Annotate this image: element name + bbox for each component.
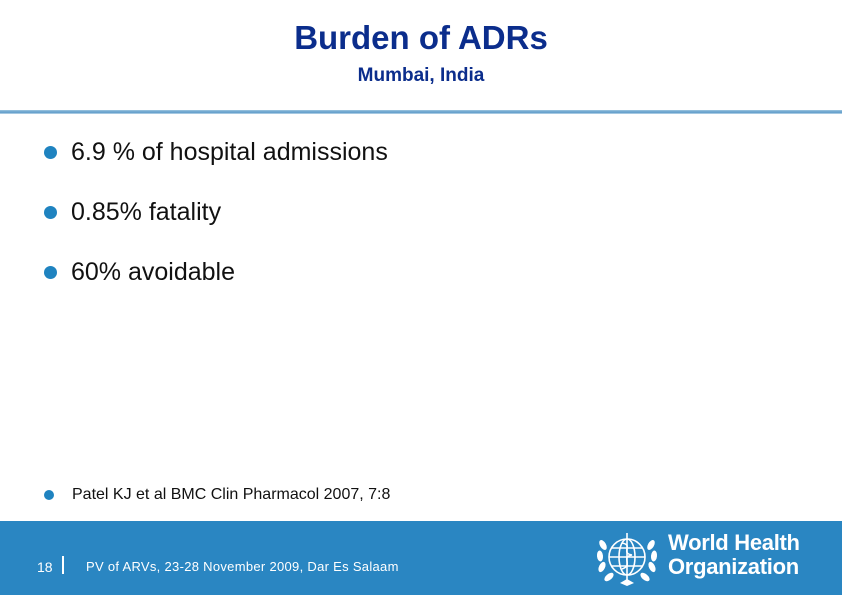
slide-number: 18 <box>37 559 53 575</box>
title-divider <box>0 110 842 114</box>
slide-number-divider <box>62 556 64 574</box>
bullet-text: 0.85% fatality <box>71 197 222 226</box>
slide-subtitle: Mumbai, India <box>357 65 485 86</box>
bullet-list <box>44 135 388 315</box>
org-name-line1: World Health <box>668 530 800 555</box>
footer-event-text: PV of ARVs, 23-28 November 2009, Dar Es Salaam <box>86 559 399 574</box>
who-emblem-icon <box>592 527 662 589</box>
bullet-dot-icon <box>44 490 54 500</box>
reference-text: Patel KJ et al BMC Clin Pharmacol 2007, 7:8 <box>72 486 391 503</box>
slide-title: Burden of ADRs <box>294 19 548 56</box>
bullet-text: 60% avoidable <box>71 257 236 286</box>
bullet-dot-icon <box>44 266 57 279</box>
reference-citation <box>44 486 390 504</box>
bullet-dot-icon <box>44 206 57 219</box>
who-organization-name <box>668 531 800 579</box>
bullet-item <box>44 135 388 169</box>
org-name-line2: Organization <box>668 554 799 579</box>
bullet-item <box>44 255 388 289</box>
footer-bar <box>0 521 842 595</box>
bullet-dot-icon <box>44 146 57 159</box>
bullet-item <box>44 195 388 229</box>
bullet-text: 6.9 % of hospital admissions <box>71 137 388 166</box>
